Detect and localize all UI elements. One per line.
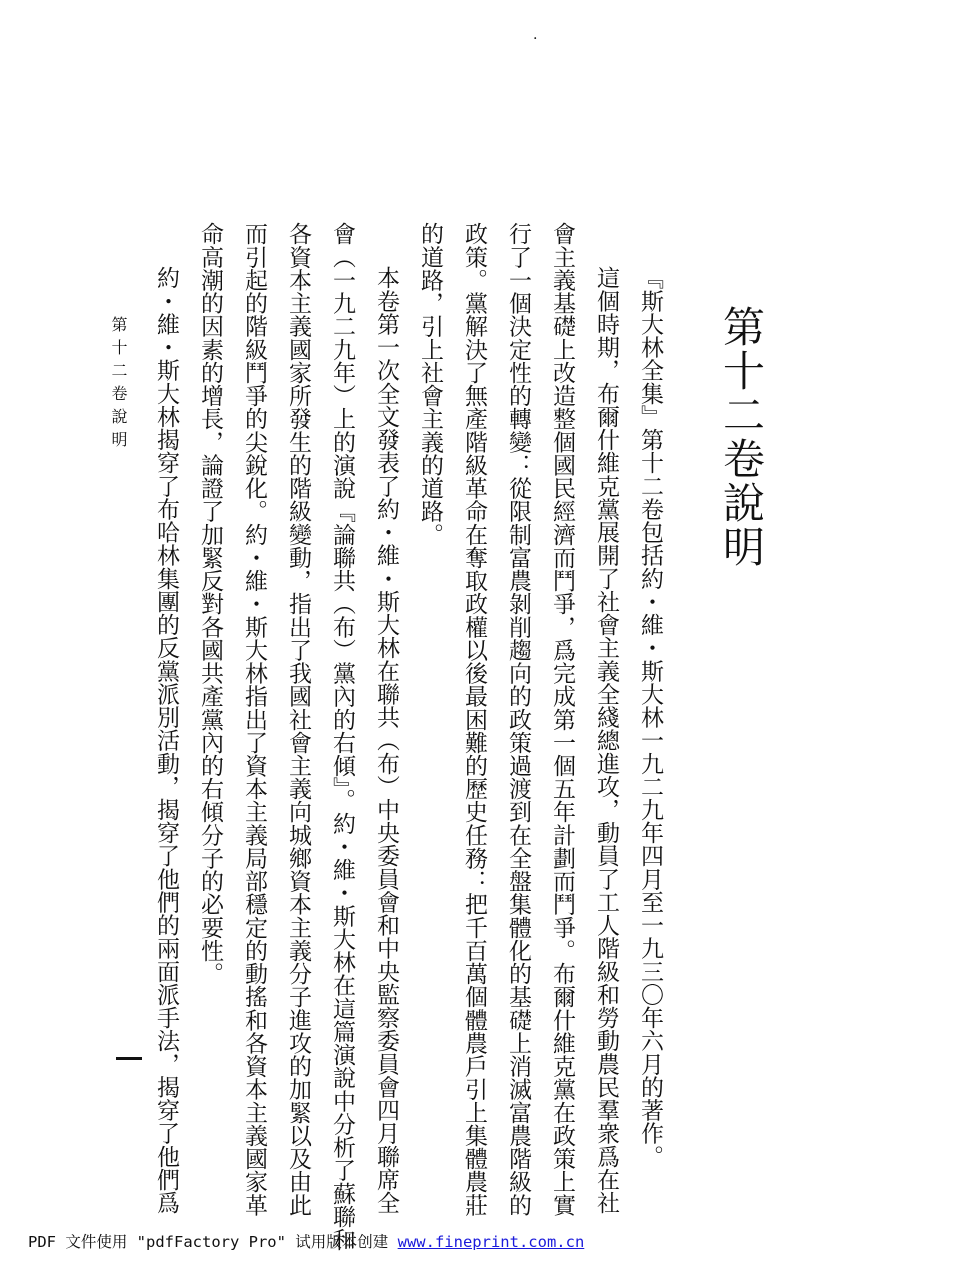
pdf-footer xyxy=(28,1232,584,1252)
text-column: 會（一九二九年）上的演說『論聯共（布）黨內的右傾』。約・維・斯大林在這篇演說中分析了蘇聯和 xyxy=(329,222,355,1251)
text-column: 本卷第一次全文發表了約・維・斯大林在聯共（布）中央委員會和中央監察委員會四月聯席全 xyxy=(373,266,399,1214)
page-dot: . xyxy=(533,27,538,43)
chapter-title: 第十二卷說明 xyxy=(717,305,766,569)
page-number xyxy=(116,1057,142,1060)
text-column: 各資本主義國家所發生的階級變動，指出了我國社會主義向城鄉資本主義分子進攻的加緊以及由此 xyxy=(285,222,311,1217)
text-column: 行了一個決定性的轉變：從限制富農剝削趨向的政策過渡到在全盤集體化的基礎上消滅富農階級的 xyxy=(505,222,531,1217)
text-column: 的道路，引上社會主義的道路。 xyxy=(417,222,443,546)
text-column: 『斯大林全集』第十二卷包括約・維・斯大林一九二九年四月至一九三〇年六月的著作。 xyxy=(637,266,663,1168)
running-footer: 第十二卷說明 xyxy=(109,316,128,454)
text-column: 命高潮的因素的增長，論證了加緊反對各國共產黨內的右傾分子的必要性。 xyxy=(197,222,223,985)
text-column: 而引起的階級鬥爭的尖銳化。約・維・斯大林指出了資本主義局部穩定的動搖和各資本主義國家革 xyxy=(241,222,267,1217)
text-column: 會主義基礎上改造整個國民經濟而鬥爭，爲完成第一個五年計劃而鬥爭。布爾什維克黨在政策上實 xyxy=(549,222,575,1217)
text-column: 約・維・斯大林揭穿了布哈林集團的反黨派別活動，揭穿了他們的兩面派手法，揭穿了他們爲 xyxy=(153,266,179,1214)
pdf-footer-text: PDF 文件使用 "pdfFactory Pro" 试用版本创建 xyxy=(28,1233,398,1251)
text-column: 這個時期，布爾什維克黨展開了社會主義全綫總進攻，動員了工人階級和勞動農民羣衆爲在社 xyxy=(593,266,619,1214)
pdf-footer-link[interactable]: www.fineprint.com.cn xyxy=(397,1233,585,1251)
text-column: 政策。黨解決了無產階級革命在奪取政權以後最困難的歷史任務：把千百萬個體農戶引上集體農莊 xyxy=(461,222,487,1217)
